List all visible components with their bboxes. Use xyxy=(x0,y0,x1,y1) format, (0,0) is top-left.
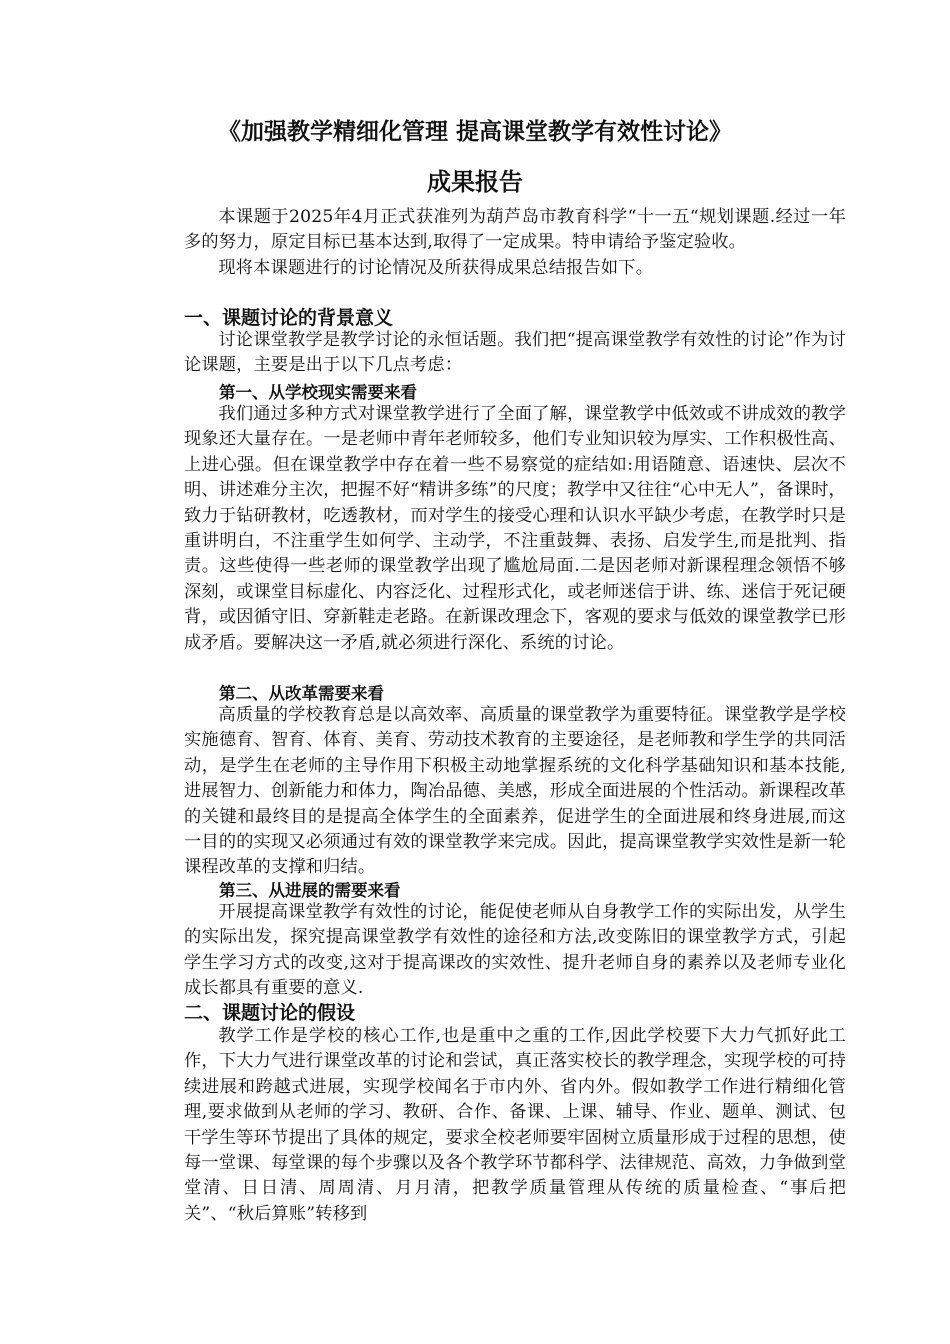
section-heading: 一、课题讨论的背景意义 xyxy=(184,307,394,329)
report-title: 《加强教学精细化管理 提高课堂教学有效性讨论》 xyxy=(217,119,732,145)
subsection-body xyxy=(184,703,846,881)
subsection-heading: 第三、从进展的需要来看 xyxy=(219,881,401,900)
subsection-heading: 第一、从学校现实需要来看 xyxy=(219,383,417,402)
body-paragraph: 开展提高课堂教学有效性的讨论，能促使老师从自身教学工作的实际出发，从学生的实际出发，探究提高课堂教学有效性的途径和方法,改变陈旧的课堂教学方式，引起学生学习方式的改变,这对于提高课改的实效性、提升老师自身的素养以及老师专业化成长都具有重要的意义. xyxy=(184,902,846,999)
body-paragraph: 我们通过多种方式对课堂教学进行了全面了解，课堂教学中低效或不讲成效的教学现象还大量存在。一是老师中青年老师较多，他们专业知识较为厚实、工作积极性高、上进心强。但在课堂教学中存在着一些不易察觉的症结如:用语随意、语速快、层次不明、讲述难分主次，把握不好“精讲多练”的尺度；教学中又往往“心中无人”，备课时，致力于钻研教材，吃透教材，而对学生的接受心理和认识水平缺少考虑，在教学时只是重讲明白，不注重学生如何学、主动学，不注重鼓舞、表扬、启发学生,而是批判、指责。这些使得一些老师的课堂教学出现了尴尬局面.二是因老师对新课程理念领悟不够深刻，或课堂目标虚化、内容泛化、过程形式化，或老师迷信于讲、练、迷信于死记硬背，或因循守旧、穿新鞋走老路。在新课改理念下，客观的要求与低效的课堂教学已形成矛盾。要解决这一矛盾,就必须进行深化、系统的讨论。 xyxy=(184,404,846,653)
intro-paragraph: 现将本课题进行的讨论情况及所获得成果总结报告如下。 xyxy=(218,257,654,278)
body-paragraph: 教学工作是学校的核心工作,也是重中之重的工作,因此学校要下大力气抓好此工作，下大力气进行课堂改革的讨论和尝试，真正落实校长的教学理念，实现学校的可持续进展和跨越式进展，实现学校闻名于市内外、省内外。假如教学工作进行精细化管理,要求做到从老师的学习、教研、合作、备课、上课、辅导、作业、题单、测试、包干学生等环节提出了具体的规定，要求全校老师要牢固树立质量形成于过程的思想，使每一堂课、每堂课的每个步骤以及各个教学环节都科学、法律规范、高效，力争做到堂堂清、日日清、周周清、月月清，把教学质量管理从传统的质量检查、“事后把关”、“秋后算账”转移到 xyxy=(184,1026,846,1224)
subsection-heading: 第二、从改革需要来看 xyxy=(219,684,384,703)
section-heading: 二、课题讨论的假设 xyxy=(184,1002,356,1024)
section-body xyxy=(184,1024,846,1227)
report-subtitle: 成果报告 xyxy=(427,168,523,196)
body-paragraph: 高质量的学校教育总是以高效率、高质量的课堂教学为重要特征。课堂教学是学校实施德育、智育、体育、美育、劳动技术教育的主要途径，是老师教和学生学的共同活动，是学生在老师的主导作用下积极主动地掌握系统的文化科学基础知识和基本技能,进展智力、创新能力和体力，陶冶品德、美感，形成全面进展的个性活动。新课程改革的关键和最终目的是提高全体学生的全面素养，促进学生的全面进展和终身进展,而这一目的的实现又必须通过有效的课堂教学来完成。因此，提高课堂教学实效性是新一轮课程改革的支撑和归结。 xyxy=(184,705,846,878)
subsection-body xyxy=(184,402,846,656)
lead-paragraph: 讨论课堂教学是教学讨论的永恒话题。我们把“提高课堂教学有效性的讨论”作为讨论课题，主要是出于以下几点考虑： xyxy=(184,330,846,376)
section-lead xyxy=(184,328,846,379)
intro-block xyxy=(184,205,846,281)
intro-paragraph: 本课题于2025年4月正式获准列为葫芦岛市教育科学“十一五“规划课题.经过一年多的努力，原定目标已基本达到,取得了一定成果。特申请给予鉴定验收。 xyxy=(184,207,846,253)
subsection-body xyxy=(184,900,846,1002)
